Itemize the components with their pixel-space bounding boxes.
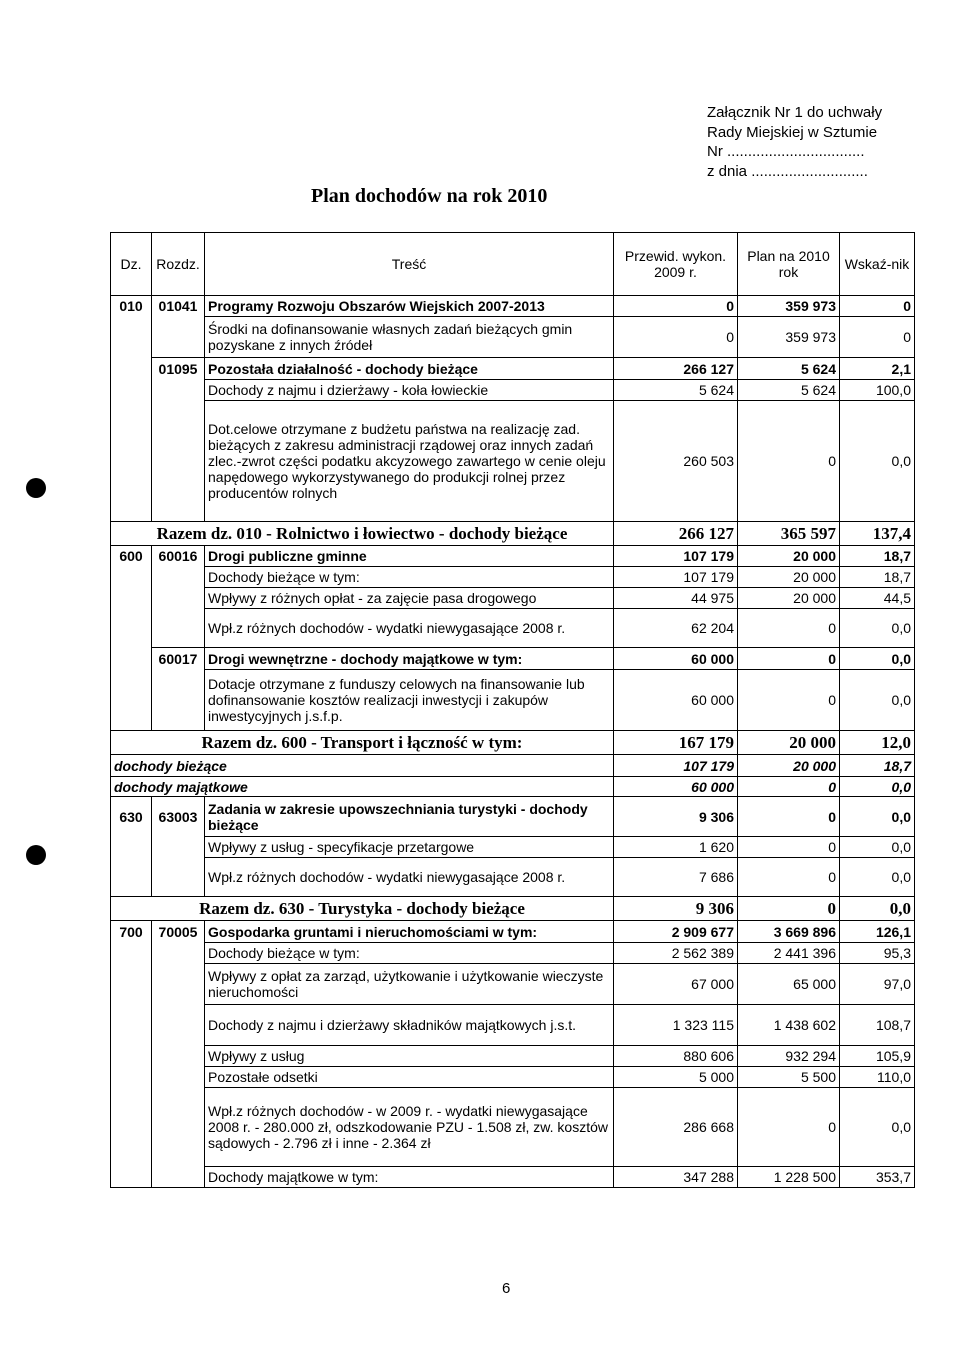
summary-row <box>111 731 915 755</box>
wsk-cell: 0,0 <box>840 609 915 648</box>
wsk-cell: 44,5 <box>840 588 915 609</box>
table-row <box>111 609 915 648</box>
table-row <box>111 1046 915 1067</box>
przewid-cell: 347 288 <box>614 1167 738 1188</box>
przewid-cell: 880 606 <box>614 1046 738 1067</box>
punch-hole <box>26 478 46 498</box>
summary-label: Razem dz. 010 - Rolnictwo i łowiectwo - dochody bieżące <box>111 522 614 546</box>
plan-cell: 20 000 <box>738 755 840 777</box>
przewid-cell: 286 668 <box>614 1088 738 1167</box>
rozdz-cell: 63003 <box>152 797 205 837</box>
wsk-cell: 97,0 <box>840 964 915 1005</box>
rozdz-cell <box>152 964 205 1005</box>
attachment-line: Załącznik Nr 1 do uchwały <box>707 104 883 121</box>
plan-cell: 0 <box>738 648 840 670</box>
przewid-cell: 60 000 <box>614 777 738 797</box>
wsk-cell: 137,4 <box>840 522 915 546</box>
rozdz-cell <box>152 401 205 522</box>
summary-row <box>111 777 915 797</box>
table-row <box>111 1067 915 1088</box>
przewid-cell: 107 179 <box>614 546 738 567</box>
plan-cell: 0 <box>738 777 840 797</box>
rozdz-cell <box>152 588 205 609</box>
wsk-cell: 18,7 <box>840 567 915 588</box>
col-header-plan: Plan na 2010 rok <box>738 233 840 296</box>
plan-cell: 20 000 <box>738 588 840 609</box>
description-cell: Dot.celowe otrzymane z budżetu państwa na realizację zad. bieżących z zakresu administracji rządowej oraz innych zadań zlec.-zwrot części podatku akcyzowego zawartego w cenie oleju napędowego wykorzystywanego do produkcji rolnej przez producentów rolnych <box>205 401 614 522</box>
summary-label: dochody majątkowe <box>111 777 614 797</box>
dz-cell <box>111 964 152 1005</box>
rozdz-cell <box>152 1046 205 1067</box>
wsk-cell: 0,0 <box>840 670 915 731</box>
dz-cell <box>111 837 152 858</box>
przewid-cell: 60 000 <box>614 670 738 731</box>
plan-cell: 0 <box>738 670 840 731</box>
przewid-cell: 5 624 <box>614 380 738 401</box>
table-row <box>111 567 915 588</box>
rozdz-cell <box>152 609 205 648</box>
przewid-cell: 167 179 <box>614 731 738 755</box>
przewid-cell: 60 000 <box>614 648 738 670</box>
plan-cell: 0 <box>738 401 840 522</box>
description-cell: Zadania w zakresie upowszechniania turystyki - dochody bieżące <box>205 797 614 837</box>
wsk-cell: 0,0 <box>840 858 915 897</box>
przewid-cell: 7 686 <box>614 858 738 897</box>
table-row <box>111 1088 915 1167</box>
wsk-cell: 353,7 <box>840 1167 915 1188</box>
summary-label: Razem dz. 630 - Turystyka - dochody bieżące <box>111 897 614 921</box>
plan-cell: 3 669 896 <box>738 921 840 943</box>
description-cell: Dochody majątkowe w tym: <box>205 1167 614 1188</box>
przewid-cell: 44 975 <box>614 588 738 609</box>
wsk-cell: 2,1 <box>840 358 915 380</box>
plan-cell: 20 000 <box>738 731 840 755</box>
col-header-wsk: Wskaź-nik <box>840 233 915 296</box>
punch-hole <box>26 845 46 865</box>
rozdz-cell: 60016 <box>152 546 205 567</box>
wsk-cell: 0,0 <box>840 1088 915 1167</box>
col-header-rozdz: Rozdz. <box>152 233 205 296</box>
table-row <box>111 797 915 837</box>
description-cell: Pozostałe odsetki <box>205 1067 614 1088</box>
wsk-cell: 0 <box>840 296 915 317</box>
plan-cell: 0 <box>738 858 840 897</box>
plan-cell: 2 441 396 <box>738 943 840 964</box>
description-cell: Środki na dofinansowanie własnych zadań bieżących gmin pozyskane z innych źródeł <box>205 317 614 358</box>
description-cell: Wpływy z usług - specyfikacje przetargowe <box>205 837 614 858</box>
description-cell: Wpływy z różnych opłat - za zajęcie pasa drogowego <box>205 588 614 609</box>
przewid-cell: 67 000 <box>614 964 738 1005</box>
przewid-cell: 266 127 <box>614 522 738 546</box>
description-cell: Wpł.z różnych dochodów - wydatki niewygasające 2008 r. <box>205 858 614 897</box>
rozdz-cell: 01041 <box>152 296 205 317</box>
przewid-cell: 266 127 <box>614 358 738 380</box>
przewid-cell: 260 503 <box>614 401 738 522</box>
summary-label: dochody bieżące <box>111 755 614 777</box>
table-header-row <box>111 233 915 296</box>
col-header-tresc: Treść <box>205 233 614 296</box>
przewid-cell: 9 306 <box>614 897 738 921</box>
rozdz-cell: 60017 <box>152 648 205 670</box>
rozdz-cell <box>152 1088 205 1167</box>
dz-cell <box>111 943 152 964</box>
wsk-cell: 18,7 <box>840 755 915 777</box>
summary-row <box>111 755 915 777</box>
table-row <box>111 358 915 380</box>
plan-cell: 0 <box>738 897 840 921</box>
dz-cell: 010 <box>111 296 152 317</box>
rozdz-cell <box>152 567 205 588</box>
plan-cell: 0 <box>738 1088 840 1167</box>
table-row <box>111 858 915 897</box>
wsk-cell: 0 <box>840 317 915 358</box>
rozdz-cell <box>152 670 205 731</box>
dz-cell <box>111 1088 152 1167</box>
page-number: 6 <box>502 1280 511 1297</box>
plan-cell: 20 000 <box>738 546 840 567</box>
dz-cell <box>111 1167 152 1188</box>
wsk-cell: 100,0 <box>840 380 915 401</box>
table-row <box>111 296 915 317</box>
rozdz-cell <box>152 317 205 358</box>
dz-cell <box>111 317 152 358</box>
description-cell: Wpł.z różnych dochodów - w 2009 r. - wydatki niewygasające 2008 r. - 280.000 zł, odszkodowanie PZU - 1.508 zł, zw. kosztów sądowych - 2.796 zł i inne - 2.364 zł <box>205 1088 614 1167</box>
dz-cell: 600 <box>111 546 152 567</box>
dz-cell <box>111 1005 152 1046</box>
description-cell: Programy Rozwoju Obszarów Wiejskich 2007-2013 <box>205 296 614 317</box>
description-cell: Dochody bieżące w tym: <box>205 567 614 588</box>
dz-cell <box>111 670 152 731</box>
przewid-cell: 0 <box>614 296 738 317</box>
table-row <box>111 380 915 401</box>
wsk-cell: 95,3 <box>840 943 915 964</box>
col-header-dz: Dz. <box>111 233 152 296</box>
summary-row <box>111 522 915 546</box>
dz-cell <box>111 858 152 897</box>
wsk-cell: 110,0 <box>840 1067 915 1088</box>
rozdz-cell <box>152 858 205 897</box>
przewid-cell: 2 562 389 <box>614 943 738 964</box>
wsk-cell: 108,7 <box>840 1005 915 1046</box>
table-row <box>111 964 915 1005</box>
dz-cell <box>111 1067 152 1088</box>
wsk-cell: 0,0 <box>840 648 915 670</box>
rozdz-cell <box>152 943 205 964</box>
table-row <box>111 1005 915 1046</box>
wsk-cell: 0,0 <box>840 897 915 921</box>
rozdz-cell <box>152 837 205 858</box>
table-row <box>111 401 915 522</box>
wsk-cell: 0,0 <box>840 401 915 522</box>
attachment-line: Nr ................................. <box>707 143 865 160</box>
wsk-cell: 0,0 <box>840 837 915 858</box>
description-cell: Pozostała działalność - dochody bieżące <box>205 358 614 380</box>
table-row <box>111 837 915 858</box>
wsk-cell: 0,0 <box>840 797 915 837</box>
table-row <box>111 670 915 731</box>
col-header-przewid: Przewid. wykon. 2009 r. <box>614 233 738 296</box>
wsk-cell: 18,7 <box>840 546 915 567</box>
description-cell: Dotacje otrzymane z funduszy celowych na finansowanie lub dofinansowanie kosztów realizacji inwestycji i zakupów inwestycyjnych j.s.f.p. <box>205 670 614 731</box>
description-cell: Dochody z najmu i dzierżawy składników majątkowych j.s.t. <box>205 1005 614 1046</box>
description-cell: Wpł.z różnych dochodów - wydatki niewygasające 2008 r. <box>205 609 614 648</box>
rozdz-cell: 01095 <box>152 358 205 380</box>
plan-cell: 5 500 <box>738 1067 840 1088</box>
description-cell: Dochody z najmu i dzierżawy - koła łowieckie <box>205 380 614 401</box>
description-cell: Gospodarka gruntami i nieruchomościami w tym: <box>205 921 614 943</box>
rozdz-cell: 70005 <box>152 921 205 943</box>
plan-cell: 359 973 <box>738 296 840 317</box>
table-row <box>111 943 915 964</box>
dz-cell <box>111 401 152 522</box>
rozdz-cell <box>152 380 205 401</box>
dz-cell <box>111 648 152 670</box>
wsk-cell: 0,0 <box>840 777 915 797</box>
wsk-cell: 105,9 <box>840 1046 915 1067</box>
dz-cell <box>111 567 152 588</box>
plan-cell: 0 <box>738 837 840 858</box>
plan-cell: 20 000 <box>738 567 840 588</box>
table-row <box>111 648 915 670</box>
wsk-cell: 12,0 <box>840 731 915 755</box>
description-cell: Dochody bieżące w tym: <box>205 943 614 964</box>
table-row <box>111 921 915 943</box>
dz-cell: 630 <box>111 797 152 837</box>
przewid-cell: 62 204 <box>614 609 738 648</box>
description-cell: Drogi wewnętrzne - dochody majątkowe w tym: <box>205 648 614 670</box>
plan-cell: 359 973 <box>738 317 840 358</box>
przewid-cell: 5 000 <box>614 1067 738 1088</box>
plan-cell: 1 438 602 <box>738 1005 840 1046</box>
przewid-cell: 107 179 <box>614 755 738 777</box>
plan-cell: 5 624 <box>738 358 840 380</box>
przewid-cell: 1 323 115 <box>614 1005 738 1046</box>
summary-row <box>111 897 915 921</box>
attachment-note <box>707 103 882 181</box>
attachment-line: Rady Miejskiej w Sztumie <box>707 123 878 141</box>
plan-cell: 932 294 <box>738 1046 840 1067</box>
dz-cell <box>111 588 152 609</box>
attachment-line: z dnia ............................ <box>707 162 868 180</box>
plan-cell: 0 <box>738 797 840 837</box>
przewid-cell: 107 179 <box>614 567 738 588</box>
przewid-cell: 1 620 <box>614 837 738 858</box>
wsk-cell: 126,1 <box>840 921 915 943</box>
plan-cell: 0 <box>738 609 840 648</box>
plan-cell: 365 597 <box>738 522 840 546</box>
plan-cell: 5 624 <box>738 380 840 401</box>
summary-label: Razem dz. 600 - Transport i łączność w tym: <box>111 731 614 755</box>
plan-cell: 65 000 <box>738 964 840 1005</box>
przewid-cell: 0 <box>614 317 738 358</box>
przewid-cell: 9 306 <box>614 797 738 837</box>
page-title: Plan dochodów na rok 2010 <box>311 185 548 207</box>
description-cell: Wpływy z usług <box>205 1046 614 1067</box>
dz-cell <box>111 609 152 648</box>
table-row <box>111 317 915 358</box>
table-row <box>111 546 915 567</box>
dz-cell: 700 <box>111 921 152 943</box>
przewid-cell: 2 909 677 <box>614 921 738 943</box>
description-cell: Wpływy z opłat za zarząd, użytkowanie i użytkowanie wieczyste nieruchomości <box>205 964 614 1005</box>
rozdz-cell <box>152 1167 205 1188</box>
plan-cell: 1 228 500 <box>738 1167 840 1188</box>
rozdz-cell <box>152 1005 205 1046</box>
dz-cell <box>111 380 152 401</box>
rozdz-cell <box>152 1067 205 1088</box>
income-plan-table <box>110 232 915 1188</box>
description-cell: Drogi publiczne gminne <box>205 546 614 567</box>
table-row <box>111 1167 915 1188</box>
table-row <box>111 588 915 609</box>
dz-cell <box>111 1046 152 1067</box>
dz-cell <box>111 358 152 380</box>
